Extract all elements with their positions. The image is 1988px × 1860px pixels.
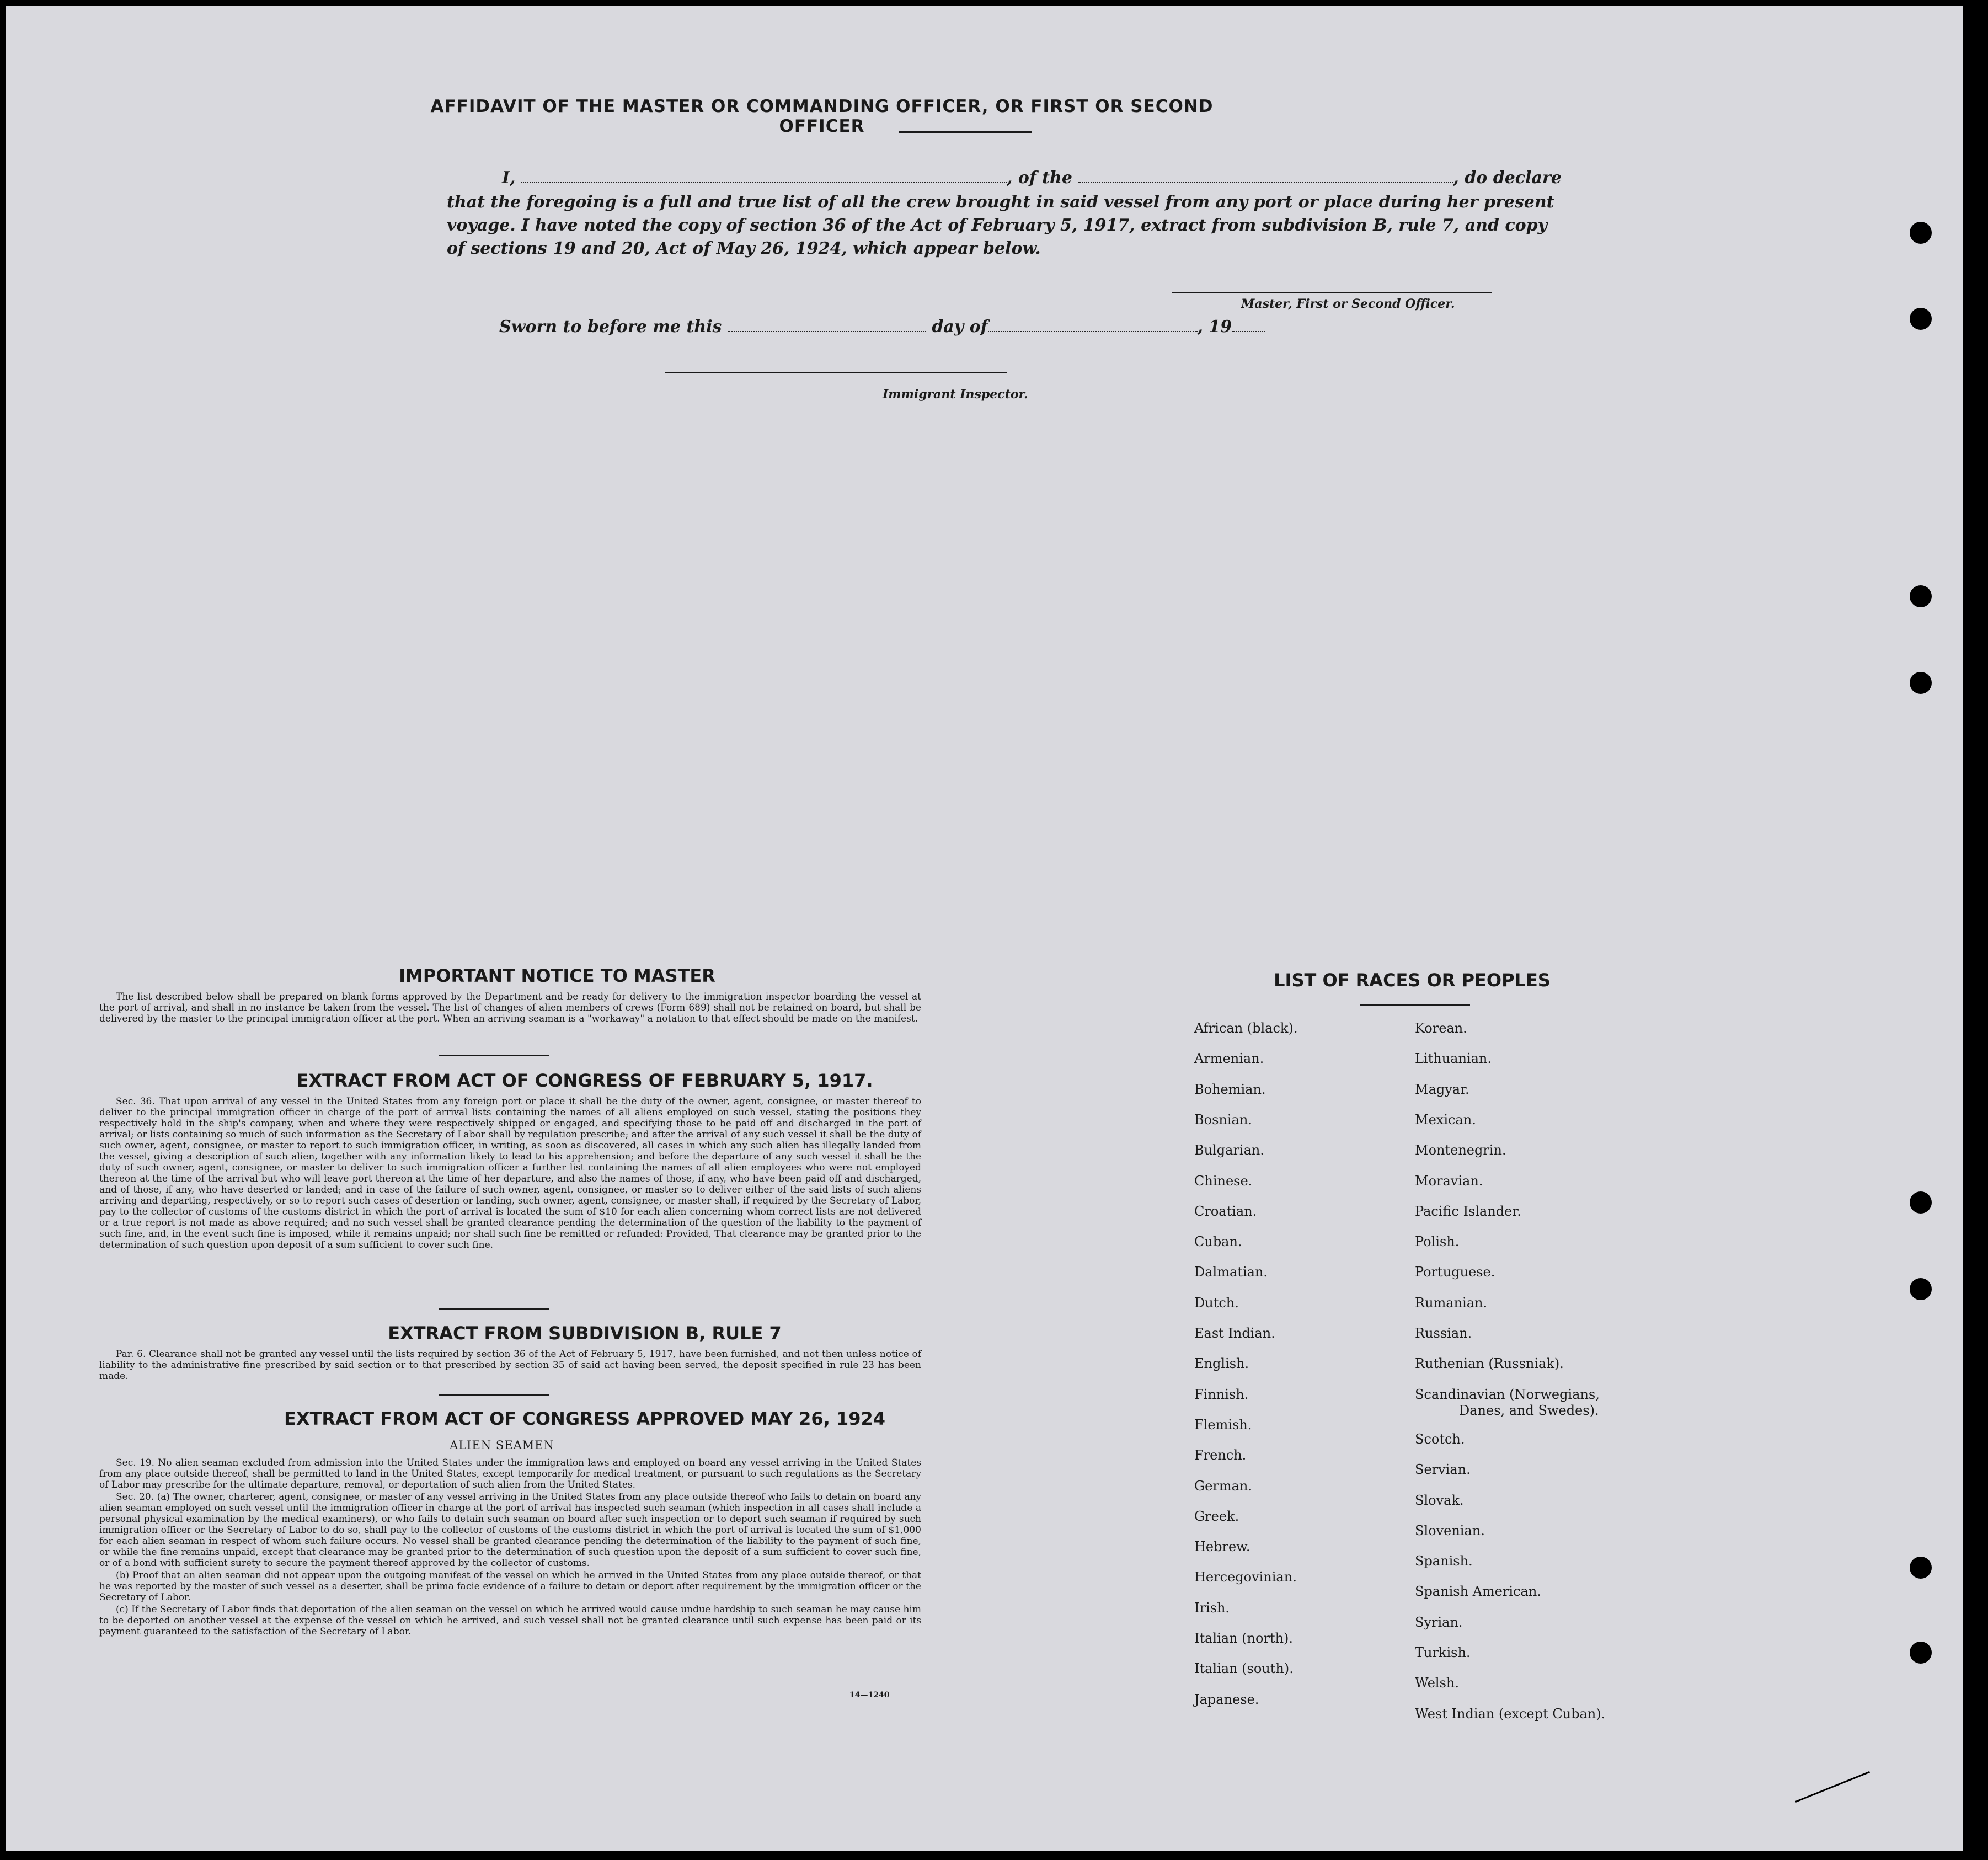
section-20c: (c) If the Secretary of Labor finds that deportation of the alien seaman on the vessel on which he arrived would cause undue hardship to such seaman he may cause him to be deported on another vessel at the expense of the vessel on which he arrived, and such vessel shall not be granted clearance until such expense has been paid or its payment guaranteed to the satisfaction of the Secretary of Labor. (99, 1604, 921, 1637)
sworn-line (499, 316, 1265, 339)
race-item: Turkish. (1415, 1645, 1471, 1660)
year-blank (1232, 317, 1265, 332)
race-item: Polish. (1415, 1234, 1460, 1250)
race-item: Pacific Islander. (1415, 1203, 1521, 1219)
race-item: Scandinavian (Norwegians, (1415, 1386, 1600, 1402)
inspector-signature-line (665, 372, 1007, 373)
notice-text (99, 991, 921, 1025)
race-item: Scotch. (1415, 1431, 1465, 1447)
race-item: Servian. (1415, 1462, 1471, 1478)
extract-1917-rule (439, 1308, 549, 1310)
race-item: West Indian (except Cuban). (1415, 1706, 1606, 1722)
race-item: African (black). (1194, 1020, 1298, 1036)
affidavit-line-3: voyage. I have noted the copy of section 36 of the Act of February 5, 1917, extract from subdivision B, rule 7, and copy (447, 216, 1548, 235)
race-item: Bulgarian. (1194, 1142, 1264, 1158)
race-item: Chinese. (1194, 1173, 1253, 1189)
race-item: Spanish. (1415, 1553, 1473, 1569)
race-item: Portuguese. (1415, 1264, 1495, 1280)
race-item: Cuban. (1194, 1234, 1242, 1250)
notice-rule (439, 1055, 549, 1056)
race-item: Armenian. (1194, 1051, 1264, 1067)
section-19: Sec. 19. No alien seaman excluded from admission into the United States under the immigration laws and employed on board any vessel arriving in the United States from any place outside thereof, shall be permitted to land in the United States, except temporarily for medical treatment, or pursuant to such regulations as the Secretary of Labor may prescribe for the ultimate departure, removal, or deportation of such alien from the United States. (99, 1457, 921, 1490)
affidavit-i: I, (502, 168, 516, 188)
race-item: Italian (south). (1194, 1661, 1294, 1677)
race-item: Magyar. (1415, 1081, 1469, 1097)
affidavit-of-the: , of the (1006, 168, 1072, 188)
extract-1924-title: EXTRACT FROM ACT OF CONGRESS APPROVED MAY 26, 1924 (284, 1408, 886, 1429)
extract-rule7-rule (439, 1394, 549, 1396)
affidavit-title-rule (899, 131, 1032, 133)
extract-1917-title: EXTRACT FROM ACT OF CONGRESS OF FEBRUARY 5, 1917. (296, 1070, 873, 1091)
race-item: Russian. (1415, 1325, 1472, 1341)
alien-seamen-subtitle: ALIEN SEAMEN (450, 1439, 554, 1452)
extract-1917-text (99, 1096, 921, 1252)
day-of-text: day of (932, 317, 988, 336)
master-signature-line (1172, 292, 1492, 293)
section-36-paragraph: Sec. 36. That upon arrival of any vessel in the United States from any foreign port or place it shall be the duty of the owner, agent, consignee, or master thereof to deliver to the principal immigration officer in charge of the port of arrival lists containing the names of all aliens employed on such vessel, stating the positions they respectively hold in the ship's company, when and where they were respectively shipped or engaged, and specifying those to be paid off and discharged in the port of arrival; or lists containing so much of such information as the Secretary of Labor shall by regulation prescribe; and after the arrival of any such vessel it shall be the duty of such owner, agent, consignee, or master to report to such immigration officer, in writing, as soon as discovered, all cases in which any such alien has illegally landed from the vessel, giving a description of such alien, together with any information likely to lead to his apprehension; and before the departure of any such vessel it shall be the duty of such owner, agent, consignee, or master to deliver to such immigration officer a further list containing the names of all alien employees who were not employed thereon at the time of the arrival but who will leave port thereon at the time of her departure, and also the names of those, if any, who have been paid off and discharged, and of those, if any, who have deserted or landed; and in case of the failure of such owner, agent, consignee, or master so to deliver either of the said lists of such aliens arriving and departing, respectively, or so to report such cases of desertion or landing, such owner, agent, consignee, or master shall, if required by the Secretary of Labor, pay to the collector of customs of the customs district in which the port of arrival is located the sum of $10 for each alien concerning whom correct lists are not delivered or a true report is not made as above required; and no such vessel shall be granted clearance pending the determination of the question of the liability to the payment of such fine, and, in the event such fine is imposed, while it remains unpaid; nor shall such fine be remitted or refunded: Provided, That clearance may be granted prior to the determination of such question upon deposit of a sum sufficient to cover such fine. (99, 1096, 921, 1250)
race-item: Danes, and Swedes). (1459, 1402, 1599, 1418)
race-item: Japanese. (1194, 1691, 1259, 1707)
races-title: LIST OF RACES OR PEOPLES (1274, 970, 1551, 991)
binder-hole (1910, 1642, 1932, 1664)
race-item: Bosnian. (1194, 1111, 1252, 1127)
binder-hole (1910, 672, 1932, 694)
affidavit-line-1 (502, 167, 1562, 190)
race-item: Montenegrin. (1415, 1142, 1506, 1158)
binder-hole (1910, 222, 1932, 244)
race-item: Moravian. (1415, 1173, 1483, 1189)
race-item: Slovak. (1415, 1492, 1464, 1508)
race-item: Croatian. (1194, 1203, 1257, 1219)
binder-hole (1910, 1191, 1932, 1214)
race-item: Welsh. (1415, 1675, 1459, 1691)
race-item: English. (1194, 1356, 1249, 1372)
extract-1924-text (99, 1457, 921, 1638)
master-caption: Master, First or Second Officer. (1241, 297, 1455, 311)
affidavit-line-2: that the foregoing is a full and true list of all the crew brought in said vessel from any port or place during her present (447, 193, 1554, 212)
name-blank (521, 168, 1007, 183)
race-item: French. (1194, 1447, 1247, 1463)
race-item: Hercegovinian. (1194, 1569, 1297, 1585)
section-20a: Sec. 20. (a) The owner, charterer, agent, consignee, or master of any vessel arriving in the United States from any place outside thereof who fails to detain on board any alien seaman employed on such vessel until the immigration officer in charge at the port of arrival has inspected such seaman (which inspection in all cases shall include a personal physical examination by the medical examiners), or who fails to detain such seaman on board after such inspection or to deport such seaman if required by such immigration officer or the Secretary of Labor to do so, shall pay to the collector of customs of the customs district in which the port of arrival is located the sum of $1,000 for each alien seaman in respect of whom such failure occurs. No vessel shall be granted clearance pending the determination of the liability to the payment of such fine, or while the fine remains unpaid, except that clearance may be granted prior to the determination of such question upon the deposit of a sum sufficient to cover such fine, or of a bond with sufficient surety to secure the payment thereof approved by the collector of customs. (99, 1492, 921, 1569)
race-item: Dalmatian. (1194, 1264, 1268, 1280)
affidavit-line-4: of sections 19 and 20, Act of May 26, 1924, which appear below. (447, 239, 1041, 258)
extract-rule7-text (99, 1349, 921, 1383)
race-item: Greek. (1194, 1508, 1239, 1524)
race-item: Spanish American. (1415, 1584, 1541, 1600)
affidavit-title: AFFIDAVIT OF THE MASTER OR COMMANDING OFFICER, OR FIRST OR SECOND OFFICER (430, 97, 1214, 136)
inspector-caption: Immigrant Inspector. (883, 387, 1028, 402)
race-item: Flemish. (1194, 1417, 1252, 1433)
race-item: Hebrew. (1194, 1539, 1250, 1555)
document-page (6, 6, 1963, 1851)
year-prefix: , 19 (1197, 317, 1232, 336)
extract-rule7-title: EXTRACT FROM SUBDIVISION B, RULE 7 (388, 1323, 782, 1344)
race-item: Italian (north). (1194, 1631, 1294, 1646)
binder-hole (1910, 585, 1932, 607)
binder-hole (1910, 308, 1932, 330)
paragraph-6: Par. 6. Clearance shall not be granted any vessel until the lists required by section 36 of the Act of February 5, 1917, have been furnished, and not then unless notice of liability to the administrative fine prescribed by said section or to that prescribed by section 35 of said act having been served, the deposit specified in rule 23 has been made. (99, 1349, 921, 1382)
binder-hole (1910, 1278, 1932, 1300)
notice-title: IMPORTANT NOTICE TO MASTER (399, 965, 715, 986)
month-blank (988, 317, 1198, 332)
race-item: Syrian. (1415, 1614, 1463, 1630)
race-item: East Indian. (1194, 1325, 1275, 1341)
pen-mark (1795, 1771, 1870, 1803)
sworn-text: Sworn to before me this (499, 317, 722, 336)
race-item: Rumanian. (1415, 1295, 1488, 1311)
race-item: Bohemian. (1194, 1081, 1266, 1097)
form-number: 14—1240 (849, 1691, 890, 1699)
race-item: Mexican. (1415, 1111, 1476, 1127)
race-item: Slovenian. (1415, 1522, 1485, 1538)
section-20b: (b) Proof that an alien seaman did not appear upon the outgoing manifest of the vessel on which he arrived in the United States from any place outside thereof, or that he was reported by the master of such vessel as a deserter, shall be prima facie evidence of a failure to detain or deport after requirement by the immigration officer or the Secretary of Labor. (99, 1570, 921, 1603)
races-title-rule (1360, 1004, 1470, 1006)
vessel-blank (1078, 168, 1453, 183)
race-item: Irish. (1194, 1600, 1230, 1616)
race-item: Korean. (1415, 1020, 1467, 1036)
race-item: Finnish. (1194, 1386, 1249, 1402)
binder-hole (1910, 1557, 1932, 1579)
race-item: Dutch. (1194, 1295, 1239, 1311)
race-item: Lithuanian. (1415, 1051, 1492, 1067)
day-blank (728, 317, 926, 332)
notice-paragraph: The list described below shall be prepared on blank forms approved by the Department and be ready for delivery to the immigration inspector boarding the vessel at the port of arrival, and shall in no instance be taken from the vessel. The list of changes of alien members of crews (Form 689) shall not be retained on board, but shall be delivered by the master to the principal immigration officer at the port. When an arriving seaman is a "workaway" a notation to that effect should be made on the manifest. (99, 991, 921, 1024)
affidavit-declare: , do declare (1453, 168, 1562, 188)
race-item: German. (1194, 1478, 1252, 1494)
race-item: Ruthenian (Russniak). (1415, 1356, 1564, 1372)
